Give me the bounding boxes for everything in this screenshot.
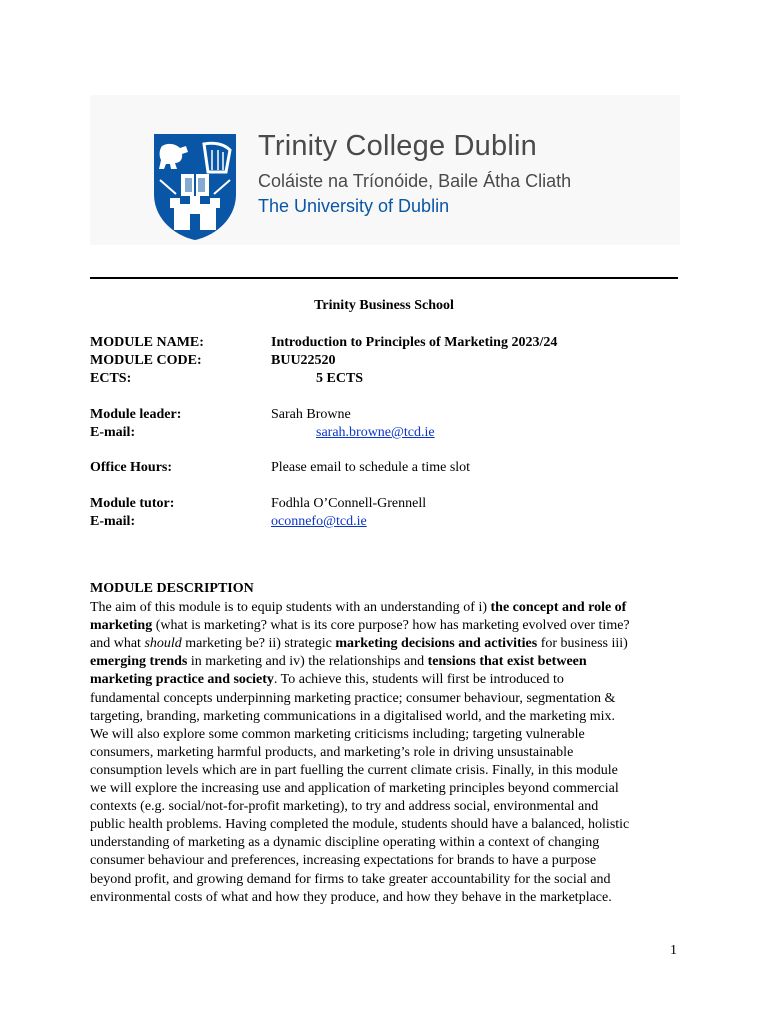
description-text: beyond profit, and growing demand for firms to take greater accountability for the social and — [90, 871, 611, 887]
description-line — [90, 889, 612, 907]
description-text: . To achieve this, students will first be introduced to — [273, 672, 564, 688]
description-text: should — [144, 636, 182, 652]
description-text: tensions that exist between — [427, 654, 587, 670]
module-code-label: MODULE CODE: — [90, 353, 202, 368]
tutor-value: Fodhla O’Connell-Grennell — [271, 496, 427, 511]
leader-value: Sarah Browne — [271, 407, 351, 422]
module-name-value: Introduction to Principles of Marketing 2023/24 — [271, 335, 558, 350]
description-text: marketing decisions and activities — [335, 636, 538, 652]
description-text: consumption levels which are in part fuelling the current climate crisis. Finally, in this module — [90, 762, 618, 778]
ects-label: ECTS: — [90, 371, 132, 386]
description-text: emerging trends — [90, 654, 188, 670]
description-line — [90, 708, 615, 726]
description-text: consumers, marketing harmful products, and marketing’s role in driving unsustainable — [90, 744, 574, 760]
crest-icon — [152, 132, 238, 242]
description-text: for business iii) — [537, 636, 628, 652]
leader-email-link[interactable]: sarah.browne@tcd.ie — [316, 425, 435, 440]
logo-irish-name: Coláiste na Tríonóide, Baile Átha Cliath — [258, 171, 572, 191]
description-text: environmental costs of what and how they produce, and how they behave in the marketplace. — [90, 889, 612, 905]
logo-wordmark: Trinity College Dublin — [258, 130, 537, 162]
description-line — [90, 726, 585, 744]
description-text: marketing practice and society — [90, 672, 274, 688]
logo-university-name: The University of Dublin — [258, 196, 450, 216]
description-text: targeting, branding, marketing communications in a digitalised world, and the marketing mix. — [90, 708, 616, 724]
description-text: fundamental concepts underpinning marketing practice; consumer behaviour, segmentation & — [90, 690, 616, 706]
description-text: The aim of this module is to equip students with an understanding of i) — [90, 600, 491, 615]
description-line — [90, 599, 626, 617]
description-line — [90, 834, 599, 852]
description-text: we will explore the increasing use and application of marketing principles beyond commercial — [90, 781, 619, 796]
description-line — [90, 816, 629, 834]
description-line — [90, 780, 619, 798]
tutor-label: Module tutor: — [90, 496, 175, 511]
module-code-value: BUU22520 — [271, 353, 336, 368]
description-text: marketing be? ii) strategic — [181, 636, 336, 652]
description-line — [90, 762, 618, 780]
description-text: in marketing and iv) the relationships and — [187, 654, 428, 670]
description-text: public health problems. Having completed the module, students should have a balanced, holistic — [90, 817, 630, 833]
page-number: 1 — [670, 943, 677, 958]
description-line — [90, 617, 630, 635]
description-text: We will also explore some common marketing criticisms including; targeting vulnerable — [90, 726, 585, 742]
description-text: understanding of marketing as a dynamic discipline operating within a context of changing — [90, 835, 600, 851]
leader-label: Module leader: — [90, 407, 182, 422]
description-line — [90, 871, 611, 889]
description-line — [90, 852, 596, 870]
module-name-label: MODULE NAME: — [90, 335, 204, 350]
description-line — [90, 744, 573, 762]
description-text: consumer behaviour and preferences, increasing expectations for brands to have a purpose — [90, 853, 597, 869]
description-line — [90, 798, 598, 816]
header-divider — [90, 277, 678, 279]
description-line — [90, 671, 564, 689]
tutor-email-link[interactable]: oconnefo@tcd.ie — [271, 514, 367, 529]
office-hours-value: Please email to schedule a time slot — [271, 460, 471, 475]
description-text: (what is marketing? what is its core purpose? how has marketing evolved over time? — [152, 618, 630, 634]
description-text: and what — [90, 636, 145, 652]
description-text: the concept and role of — [490, 600, 627, 615]
description-text: contexts (e.g. social/not-for-profit marketing), to try and address social, environmental and — [90, 799, 599, 815]
office-hours-label: Office Hours: — [90, 460, 173, 475]
description-line — [90, 690, 615, 708]
school-heading: Trinity Business School — [314, 298, 454, 313]
ects-value: 5 ECTS — [316, 371, 364, 386]
description-heading: MODULE DESCRIPTION — [90, 581, 254, 596]
description-line — [90, 653, 587, 671]
tutor-email-label: E-mail: — [90, 514, 136, 529]
description-text: marketing — [90, 618, 153, 634]
description-line — [90, 635, 628, 653]
leader-email-label: E-mail: — [90, 425, 136, 440]
